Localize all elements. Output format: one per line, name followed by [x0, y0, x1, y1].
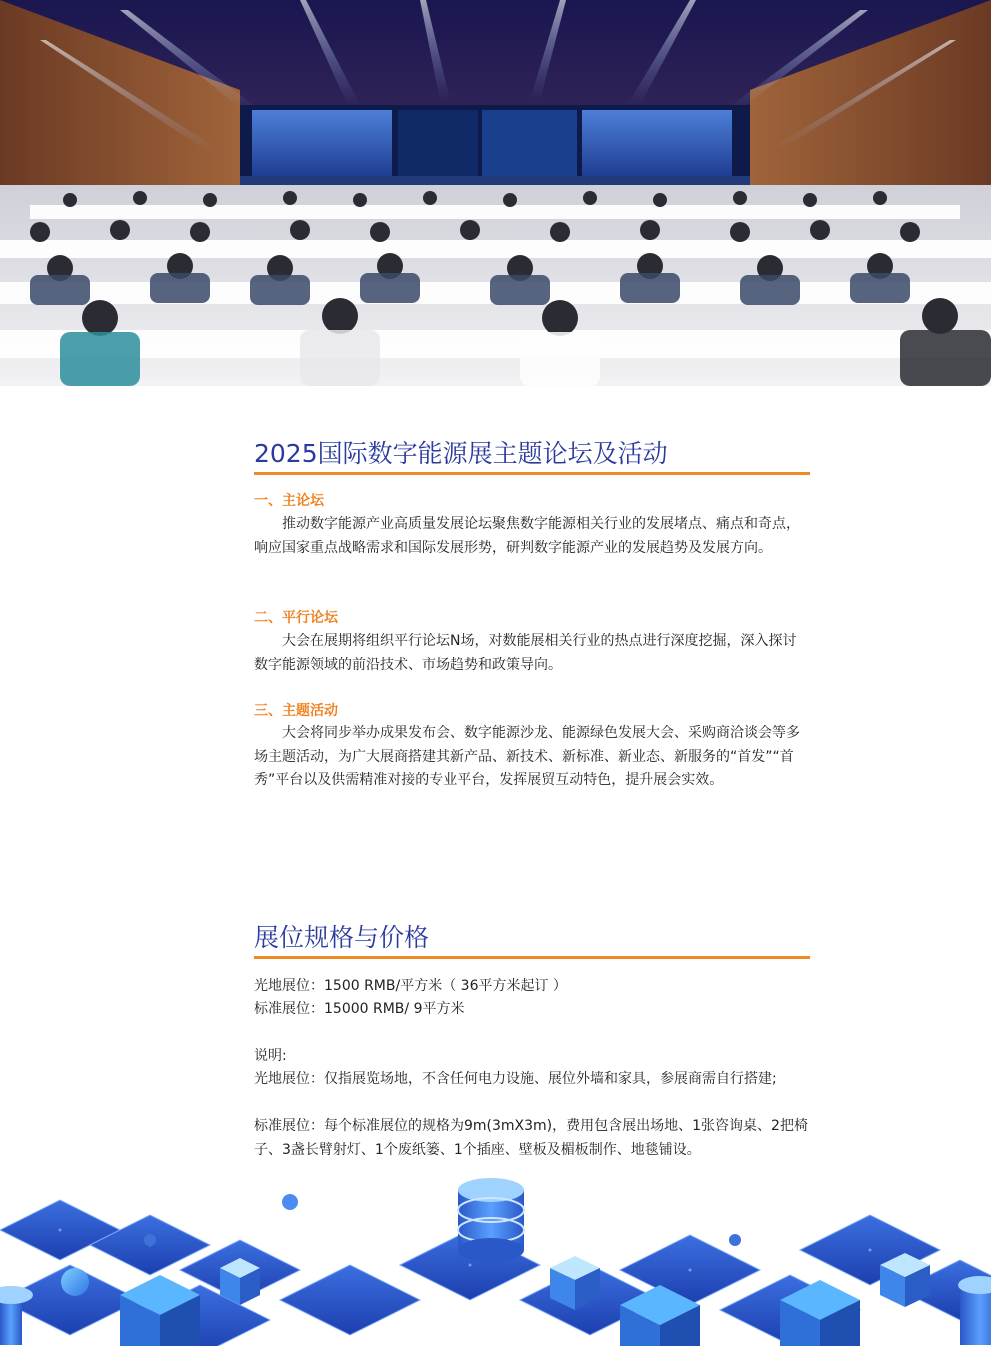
theme-activities-heading: 三、主题活动: [254, 703, 338, 719]
parallel-forum-heading: 二、平行论坛: [254, 610, 338, 626]
note-raw-space: 光地展位：仅指展览场地，不含任何电力设施、展位外墙和家具，参展商需自行搭建;: [254, 1071, 777, 1087]
theme-activities-body: 大会将同步举办成果发布会、数字能源沙龙、能源绿色发展大会、采购商洽谈会等多场主题活动，为广大展商搭建其新产品、新技术、新标准、新业态、新服务的“首发”“首秀”平台以及供需精准对接的专业平台，发挥展贸互动特色，提升展会实效。: [254, 725, 800, 788]
forum-section-title: 2025国际数字能源展主题论坛及活动: [254, 439, 668, 468]
forum-section: [254, 437, 810, 471]
main-forum-body: 推动数字能源产业高质量发展论坛聚焦数字能源相关行业的发展堵点、痛点和奇点，响应国家重点战略需求和国际发展形势，研判数字能源产业的发展趋势及发展方向。: [254, 516, 800, 556]
booth-section: [254, 921, 810, 955]
parallel-forum-text: [254, 630, 810, 677]
digital-energy-footer-art: [0, 1170, 991, 1346]
standard-booth-price: 标准展位：15000 RMB/ 9平方米: [254, 1001, 465, 1017]
conference-hall-illustration: [0, 0, 991, 386]
theme-activities-text: [254, 722, 810, 793]
booth-section-title: 展位规格与价格: [254, 923, 430, 952]
booth-title-underline: [254, 956, 810, 959]
raw-space-price: 光地展位：1500 RMB/平方米（ 36平方米起订 ）: [254, 978, 567, 994]
conference-hall-photo: [0, 0, 991, 386]
parallel-forum-body: 大会在展期将组织平行论坛N场，对数能展相关行业的热点进行深度挖掘，深入探讨数字能源领域的前沿技术、市场趋势和政策导向。: [254, 633, 797, 673]
isometric-tech-illustration: [0, 1170, 991, 1346]
main-forum-text: [254, 513, 810, 560]
note-standard-booth: 标准展位：每个标准展位的规格为9m(3mX3m)，费用包含展出场地、1张咨询桌、2把椅子、3盏长臂射灯、1个废纸篓、1个插座、壁板及楣板制作、地毯铺设。: [254, 1118, 808, 1158]
forum-title-underline: [254, 472, 810, 475]
notes-label: 说明:: [254, 1048, 287, 1064]
main-forum-heading: 一、主论坛: [254, 493, 324, 509]
